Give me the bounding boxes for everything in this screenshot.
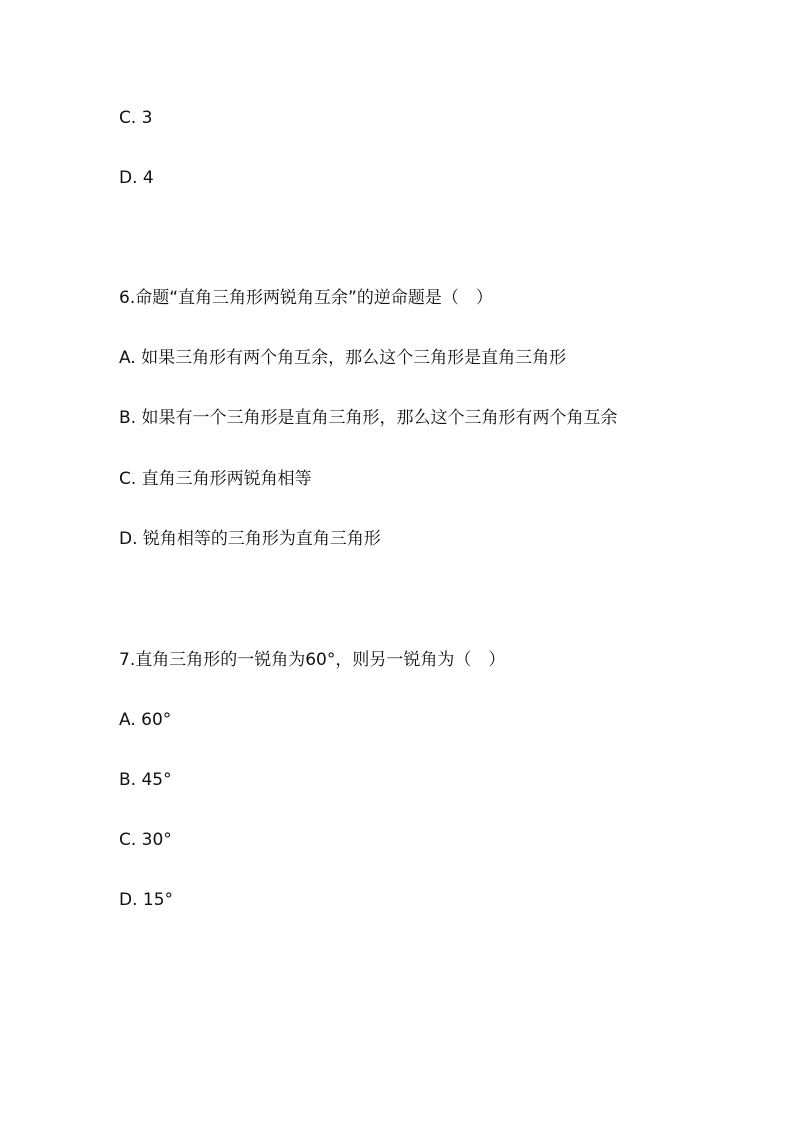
q6-stem: 6.命题“直角三角形两锐角互余”的逆命题是（ ） (119, 288, 493, 308)
q7-option-c: C. 30° (119, 830, 172, 850)
q5-option-d: D. 4 (119, 168, 154, 188)
q6-option-c: C. 直角三角形两锐角相等 (119, 469, 312, 489)
q6-option-d: D. 锐角相等的三角形为直角三角形 (119, 529, 381, 549)
q6-option-b: B. 如果有一个三角形是直角三角形，那么这个三角形有两个角互余 (119, 408, 618, 428)
q7-option-d: D. 15° (119, 890, 174, 910)
q7-option-a: A. 60° (119, 710, 172, 730)
q6-option-a: A. 如果三角形有两个角互余，那么这个三角形是直角三角形 (119, 348, 567, 368)
q5-option-c: C. 3 (119, 108, 153, 128)
q7-stem: 7.直角三角形的一锐角为60°，则另一锐角为（ ） (119, 650, 506, 670)
q7-option-b: B. 45° (119, 770, 172, 790)
